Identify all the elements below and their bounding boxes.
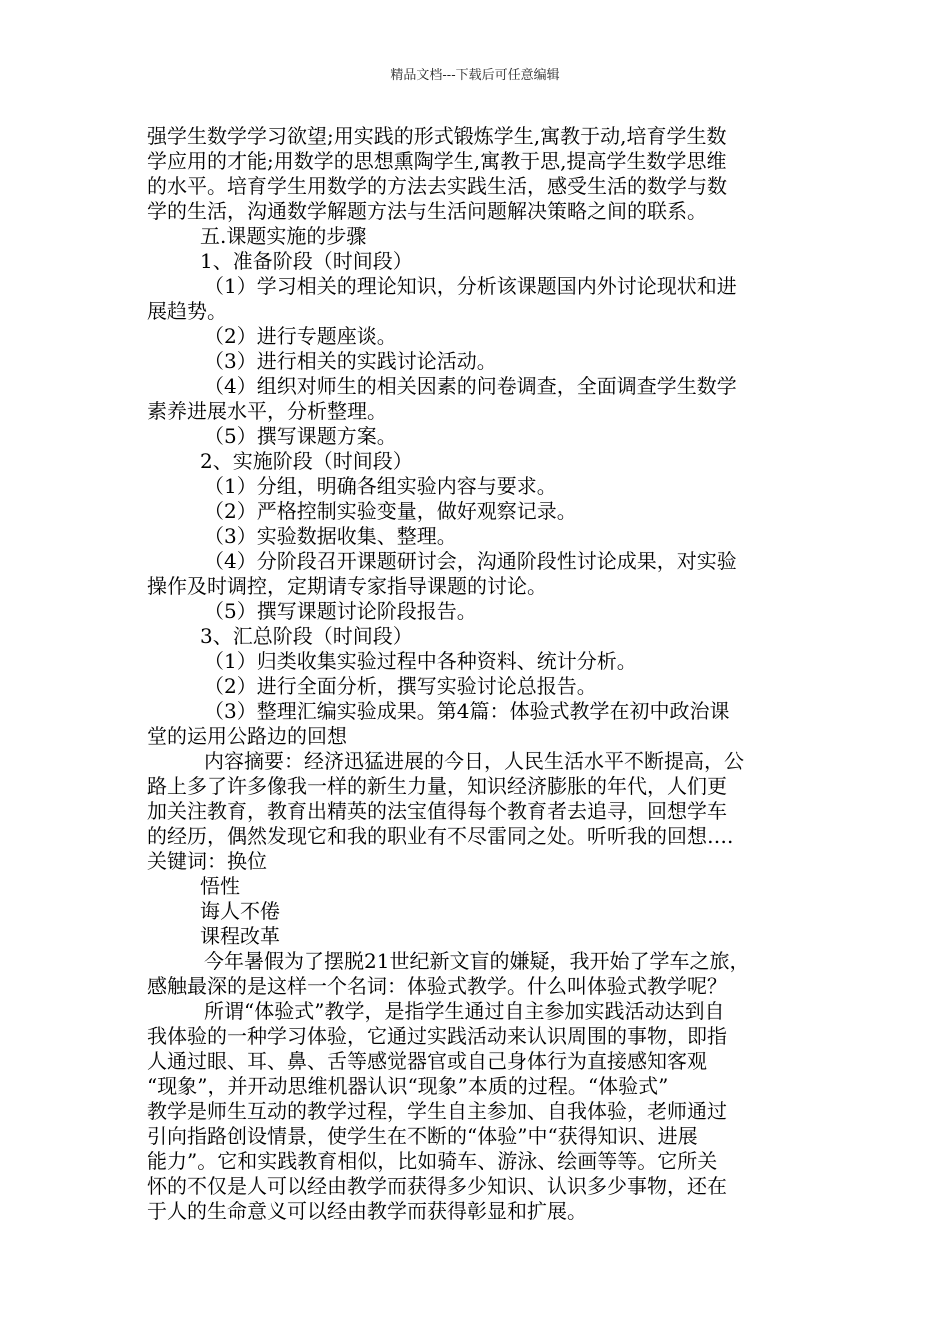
text-line: 引向指路创设情景，使学生在不断的“体验”中“获得知识、进展 [147, 1124, 698, 1148]
text-line: （3）整理汇编实验成果。第4篇：体验式教学在初中政治课 [204, 699, 730, 723]
text-line: 学的生活，沟通数学解题方法与生活问题解决策略之间的联系。 [147, 199, 707, 223]
text-line: 3、汇总阶段（时间段） [200, 624, 413, 648]
text-line: 2、实施阶段（时间段） [200, 449, 413, 473]
text-line: 内容摘要：经济迅猛进展的今日，人民生活水平不断提高，公 [204, 749, 744, 773]
text-line: （5）撰写课题方案。 [204, 424, 397, 448]
text-line: 关键词：换位 [147, 849, 267, 873]
text-line: 今年暑假为了摆脱21世纪新文盲的嫌疑，我开始了学车之旅， [204, 949, 750, 973]
text-line: 操作及时调控，定期请专家指导课题的讨论。 [147, 574, 547, 598]
text-line: “现象”，并开动思维机器认识“现象”本质的过程。“体验式” [147, 1074, 669, 1098]
text-line: （3）实验数据收集、整理。 [204, 524, 457, 548]
text-line: 课程改革 [200, 924, 280, 948]
text-line: 于人的生命意义可以经由教学而获得彰显和扩展。 [147, 1199, 587, 1223]
text-line: （5）撰写课题讨论阶段报告。 [204, 599, 477, 623]
text-line: 加关注教育，教育出精英的法宝值得每个教育者去追寻，回想学车 [147, 799, 727, 823]
text-line: 展趋势。 [147, 299, 227, 323]
text-line: 1、准备阶段（时间段） [200, 249, 413, 273]
text-line: （2）严格控制实验变量，做好观察记录。 [204, 499, 577, 523]
text-line: 诲人不倦 [200, 899, 280, 923]
page-header: 精品文档---下载后可任意编辑 [390, 68, 560, 83]
text-line: 素养进展水平，分析整理。 [147, 399, 387, 423]
text-line: （2）进行全面分析，撰写实验讨论总报告。 [204, 674, 597, 698]
text-line: 学应用的才能;用数学的思想熏陶学生,寓教于思,提高学生数学思维 [147, 149, 727, 173]
text-line: 悟性 [200, 874, 240, 898]
text-line: 的经历，偶然发现它和我的职业有不尽雷同之处。听听我的回想…. [147, 824, 734, 848]
text-line: （1）归类收集实验过程中各种资料、统计分析。 [204, 649, 637, 673]
text-line: 我体验的一种学习体验，它通过实践活动来认识周围的事物，即指 [147, 1024, 727, 1048]
document-body [147, 124, 817, 1224]
text-line: （3）进行相关的实践讨论活动。 [204, 349, 497, 373]
text-line: （1）学习相关的理论知识，分析该课题国内外讨论现状和进 [204, 274, 737, 298]
text-line: 所谓“体验式”教学，是指学生通过自主参加实践活动达到自 [204, 999, 725, 1023]
text-line: （1）分组，明确各组实验内容与要求。 [204, 474, 557, 498]
text-line: 人通过眼、耳、鼻、舌等感觉器官或自己身体行为直接感知客观 [147, 1049, 707, 1073]
text-line: 强学生数学学习欲望;用实践的形式锻炼学生,寓教于动,培育学生数 [147, 124, 727, 148]
text-line: 五.课题实施的步骤 [200, 224, 367, 248]
text-line: 的水平。培育学生用数学的方法去实践生活，感受生活的数学与数 [147, 174, 727, 198]
text-line: 能力”。它和实践教育相似，比如骑车、游泳、绘画等等。它所关 [147, 1149, 718, 1173]
text-line: （2）进行专题座谈。 [204, 324, 397, 348]
text-line: 路上多了许多像我一样的新生力量，知识经济膨胀的年代，人们更 [147, 774, 727, 798]
text-line: 教学是师生互动的教学过程，学生自主参加、自我体验，老师通过 [147, 1099, 727, 1123]
text-line: 堂的运用公路边的回想 [147, 724, 347, 748]
text-line: 怀的不仅是人可以经由教学而获得多少知识、认识多少事物，还在 [147, 1174, 727, 1198]
text-line: （4）分阶段召开课题研讨会，沟通阶段性讨论成果，对实验 [204, 549, 737, 573]
text-line: 感触最深的是这样一个名词：体验式教学。什么叫体验式教学呢？ [147, 974, 727, 998]
text-line: （4）组织对师生的相关因素的问卷调查，全面调查学生数学 [204, 374, 737, 398]
